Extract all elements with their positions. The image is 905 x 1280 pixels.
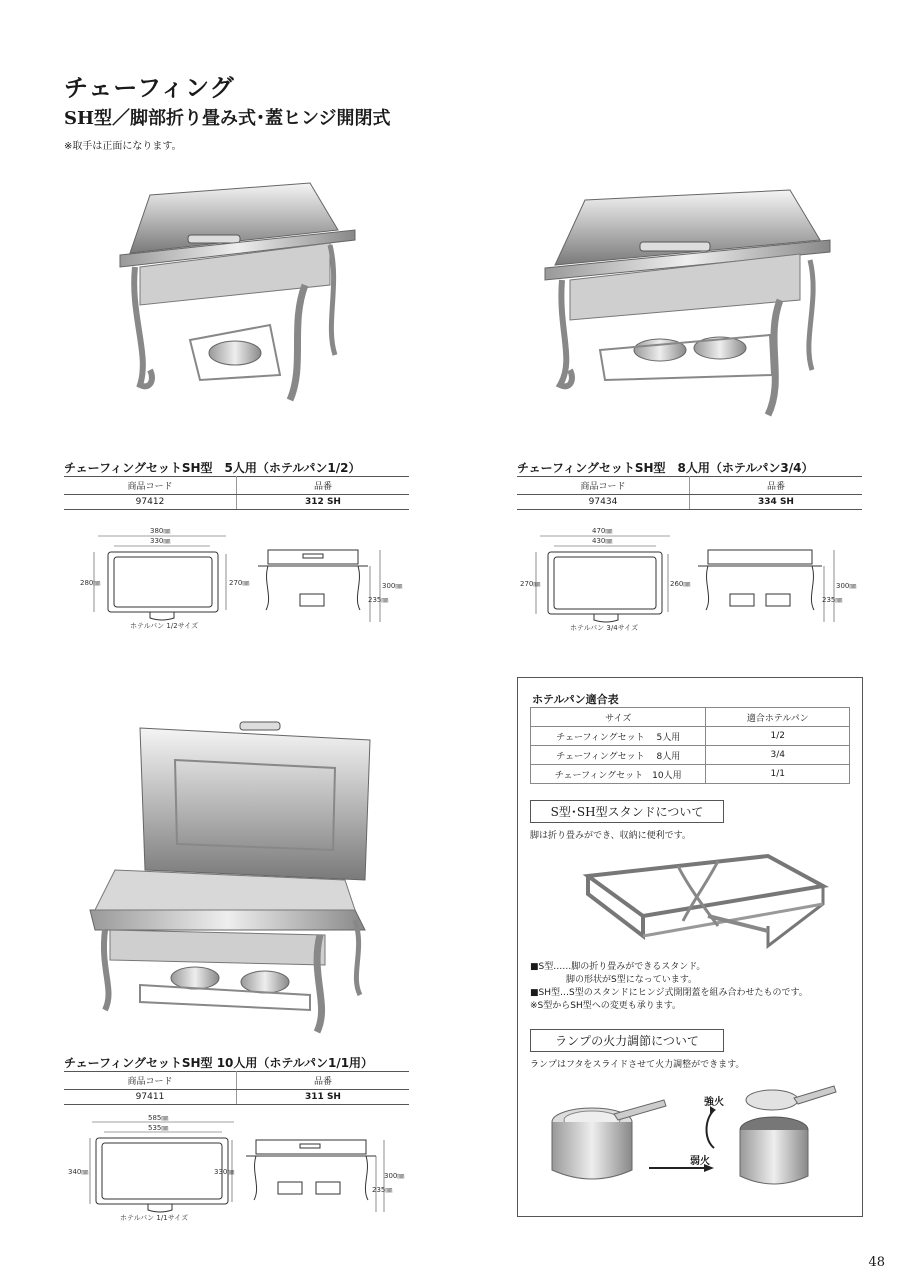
product-code: 97434: [517, 495, 690, 510]
stand-note-line: ■S型……脚の折り畳みができるスタンド。: [530, 962, 706, 972]
product-8-title: チェーフィングセットSH型 8人用（ホテルパン3/4）: [517, 461, 814, 475]
col-code-header: 商品コード: [517, 477, 690, 495]
product-5-title: チェーフィングセットSH型 5人用（ホテルパン1/2）: [64, 461, 361, 475]
stand-note-line: 脚の形状がS型になっています。: [530, 975, 697, 985]
fit-row-pan: 1/1: [706, 765, 850, 784]
col-part-header: 品番: [237, 1072, 410, 1090]
inner-width-label: 535㎜: [148, 1124, 169, 1132]
fit-table-title: ホテルパン適合表: [532, 693, 619, 706]
hotel-pan-caption: ホテルパン 1/2サイズ: [130, 622, 199, 630]
product-10-spec-table: [64, 1071, 409, 1105]
strong-flame-label: 強火: [704, 1097, 724, 1108]
page-title: チェーフィング: [64, 73, 235, 102]
outer-width-label: 470㎜: [592, 527, 613, 535]
page-number: 48: [868, 1255, 885, 1270]
product-10-dimension-drawing: [64, 1112, 409, 1224]
stand-note-line: ■SH型…S型のスタンドにヒンジ式開閉蓋を組み合わせたものです。: [530, 988, 808, 998]
fit-row-size: チェーフィングセット 8人用: [531, 746, 706, 765]
fit-row-size: チェーフィングセット 10人用: [531, 765, 706, 784]
chafing-dish-8-photo: [540, 180, 840, 430]
lamp-heading: ランプの火力調節について: [530, 1029, 724, 1052]
page-subtitle: SH型／脚部折り畳み式･蓋ヒンジ開閉式: [64, 108, 391, 129]
fit-row-pan: 1/2: [706, 727, 850, 746]
total-height-label: 300㎜: [384, 1172, 405, 1180]
hotel-pan-caption: ホテルパン 1/1サイズ: [120, 1214, 189, 1222]
lamp-text: ランプはフタをスライドさせて火力調整ができます。: [530, 1060, 745, 1070]
info-box: [517, 677, 863, 1217]
right-height-label: 330㎜: [214, 1168, 235, 1176]
fit-header-pan: 適合ホテルパン: [706, 708, 850, 727]
product-8-spec-table: [517, 476, 862, 510]
col-code-header: 商品コード: [64, 477, 237, 495]
part-number: 311 SH: [237, 1090, 410, 1105]
part-number: 312 SH: [237, 495, 410, 510]
handle-note: ※取手は正面になります。: [64, 141, 182, 152]
folding-stand-illustration: [568, 846, 838, 968]
stand-text: 脚は折り畳みができ、収納に便利です。: [530, 831, 691, 841]
col-part-header: 品番: [237, 477, 410, 495]
product-code: 97412: [64, 495, 237, 510]
fit-table: [530, 707, 850, 784]
fit-header-size: サイズ: [531, 708, 706, 727]
stand-height-label: 235㎜: [822, 596, 843, 604]
product-8-dimension-drawing: [518, 522, 858, 634]
total-height-label: 300㎜: [382, 582, 403, 590]
right-height-label: 270㎜: [229, 579, 250, 587]
inner-width-label: 430㎜: [592, 537, 613, 545]
hotel-pan-caption: ホテルパン 3/4サイズ: [570, 624, 639, 632]
part-number: 334 SH: [690, 495, 863, 510]
chafing-dish-5-photo: [110, 175, 370, 415]
outer-width-label: 380㎜: [150, 527, 171, 535]
product-code: 97411: [64, 1090, 237, 1105]
left-height-label: 270㎜: [520, 580, 541, 588]
right-height-label: 260㎜: [670, 580, 691, 588]
stand-notes: [530, 961, 808, 1013]
fit-row-pan: 3/4: [706, 746, 850, 765]
product-5-dimension-drawing: [78, 522, 408, 634]
total-height-label: 300㎜: [836, 582, 857, 590]
product-5-spec-table: [64, 476, 409, 510]
col-code-header: 商品コード: [64, 1072, 237, 1090]
inner-width-label: 330㎜: [150, 537, 171, 545]
stand-heading: S型･SH型スタンドについて: [530, 800, 724, 823]
col-part-header: 品番: [690, 477, 863, 495]
lamp-illustration: [544, 1080, 854, 1200]
stand-height-label: 235㎜: [368, 596, 389, 604]
fit-row-size: チェーフィングセット 5人用: [531, 727, 706, 746]
product-10-title: チェーフィングセットSH型 10人用（ホテルパン1/1用）: [64, 1056, 374, 1070]
stand-height-label: 235㎜: [372, 1186, 393, 1194]
weak-flame-label: 弱火: [690, 1156, 710, 1167]
chafing-dish-10-photo: [85, 720, 380, 1040]
stand-note-line: ※S型からSH型への変更も承ります。: [530, 1001, 682, 1011]
left-height-label: 280㎜: [80, 579, 101, 587]
left-height-label: 340㎜: [68, 1168, 89, 1176]
outer-width-label: 585㎜: [148, 1114, 169, 1122]
